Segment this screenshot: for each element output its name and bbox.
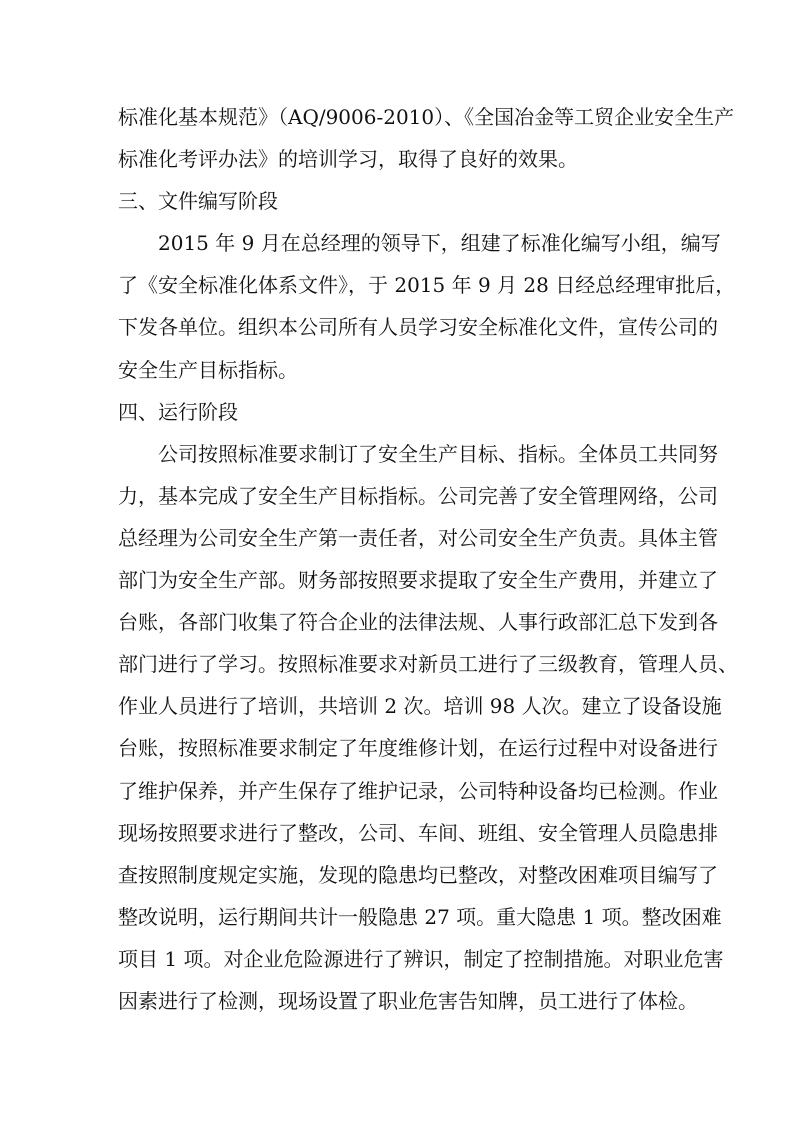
paragraph-line: 台账，按照标准要求制定了年度维修计划，在运行过程中对设备进行 [118,736,718,761]
paragraph-line: 2015 年 9 月在总经理的领导下，组建了标准化编写小组，编写 [158,231,721,256]
paragraph-line: 公司按照标准要求制订了安全生产目标、指标。全体员工共同努 [158,441,718,466]
paragraph-line: 了《安全标准化体系文件》，于 2015 年 9 月 28 日经总经理审批后， [118,273,736,298]
paragraph-line: 整改说明，运行期间共计一般隐患 27 项。重大隐患 1 项。整改困难 [118,904,722,929]
paragraph-line: 部门为安全生产部。财务部按照要求提取了安全生产费用，并建立了 [118,568,718,593]
paragraph-line: 总经理为公司安全生产第一责任者，对公司安全生产负责。具体主管 [118,525,718,550]
paragraph-line: 项目 1 项。对企业危险源进行了辨识，制定了控制措施。对职业危害 [118,946,724,971]
document-page [118,96,738,1022]
paragraph-line: 下发各单位。组织本公司所有人员学习安全标准化文件，宣传公司的 [118,315,718,340]
section-heading: 四、运行阶段 [118,399,238,424]
paragraph-line: 台账，各部门收集了符合企业的法律法规、人事行政部汇总下发到各 [118,610,718,635]
paragraph-line: 标准化基本规范》（AQ/9006-2010）、《全国冶金等工贸企业安全生产 [118,105,735,129]
paragraph-line: 安全生产目标指标。 [118,357,298,382]
paragraph-line: 查按照制度规定实施，发现的隐患均已整改，对整改困难项目编写了 [118,862,718,887]
paragraph-line: 现场按照要求进行了整改，公司、车间、班组、安全管理人员隐患排 [118,820,718,845]
section-heading: 三、文件编写阶段 [118,189,278,214]
paragraph-line: 作业人员进行了培训，共培训 2 次。培训 98 人次。建立了设备设施 [118,694,722,719]
paragraph-line: 因素进行了检测，现场设置了职业危害告知牌，员工进行了体检。 [118,988,698,1013]
paragraph-line: 部门进行了学习。按照标准要求对新员工进行了三级教育，管理人员、 [118,652,738,677]
paragraph-line: 了维护保养，并产生保存了维护记录，公司特种设备均已检测。作业 [118,778,718,803]
paragraph-line: 力，基本完成了安全生产目标指标。公司完善了安全管理网络，公司 [118,483,718,508]
paragraph-line: 标准化考评办法》的培训学习，取得了良好的效果。 [118,147,578,172]
